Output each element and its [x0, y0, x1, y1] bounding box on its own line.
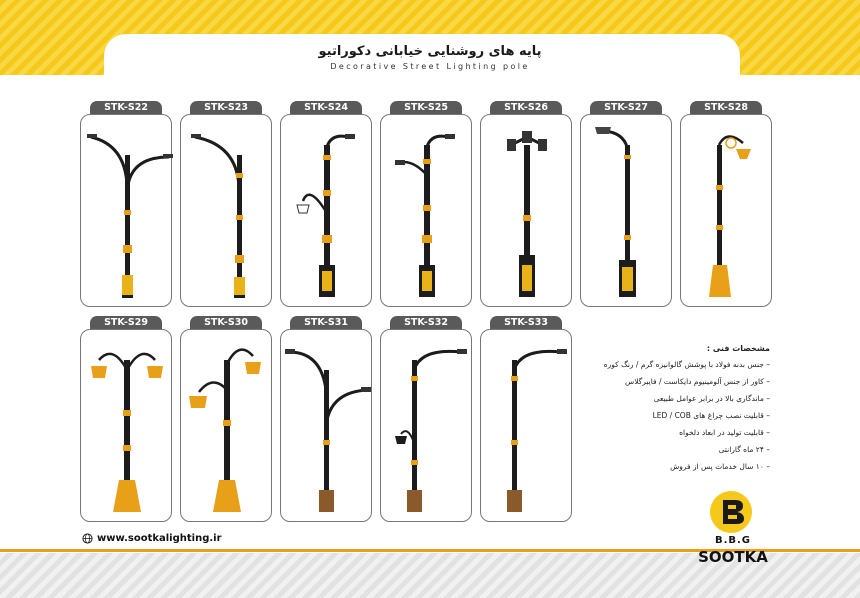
product-card-s28[interactable]	[680, 114, 772, 307]
product-card-s31[interactable]	[280, 329, 372, 522]
globe-icon	[82, 533, 93, 544]
website-text: www.sootkalighting.ir	[97, 533, 222, 544]
spec-item: – جنس بدنه فولاد با پوشش گالوانیزه گرم / رنگ کوره	[603, 360, 770, 369]
pole-illustration-s31	[281, 330, 373, 523]
logo-mark-icon	[709, 490, 753, 534]
pole-illustration-s24	[281, 115, 373, 308]
product-card-s30[interactable]	[180, 329, 272, 522]
product-code-s24: STK-S24	[290, 101, 362, 115]
product-card-s24[interactable]	[280, 114, 372, 307]
website-link[interactable]	[82, 533, 222, 544]
pole-illustration-s33	[481, 330, 573, 523]
spec-item: – کاور از جنس آلومینیوم دایکاست / فایبرگلاس	[625, 377, 770, 386]
pole-illustration-s30	[181, 330, 273, 523]
pole-illustration-s22	[81, 115, 173, 308]
page-title-english: Decorative Street Lighting pole	[330, 62, 530, 71]
spec-item: – ماندگاری بالا در برابر عوامل طبیعی	[653, 394, 770, 403]
brand-logo	[696, 490, 770, 570]
product-code-s23: STK-S23	[190, 101, 262, 115]
product-card-s26[interactable]	[480, 114, 572, 307]
product-code-s32: STK-S32	[390, 316, 462, 330]
product-code-s33: STK-S33	[490, 316, 562, 330]
spec-item: – ۲۴ ماه گارانتی	[718, 445, 770, 454]
specs-title: مشخصات فنی :	[706, 344, 770, 353]
pole-illustration-s25	[381, 115, 473, 308]
product-code-s30: STK-S30	[190, 316, 262, 330]
product-card-s33[interactable]	[480, 329, 572, 522]
pole-illustration-s32	[381, 330, 473, 523]
product-card-s27[interactable]	[580, 114, 672, 307]
product-card-s29[interactable]	[80, 329, 172, 522]
spec-item: – قابلیت تولید در ابعاد دلخواه	[679, 428, 770, 437]
product-code-s29: STK-S29	[90, 316, 162, 330]
product-code-s27: STK-S27	[590, 101, 662, 115]
pole-illustration-s28	[681, 115, 773, 308]
pole-illustration-s23	[181, 115, 273, 308]
spec-item: – قابلیت نصب چراغ های LED / COB	[652, 411, 770, 420]
product-card-s32[interactable]	[380, 329, 472, 522]
technical-specs	[590, 344, 770, 479]
pole-illustration-s26	[481, 115, 573, 308]
spec-item: – ۱۰ سال خدمات پس از فروش	[670, 462, 770, 471]
product-card-s25[interactable]	[380, 114, 472, 307]
product-code-s31: STK-S31	[290, 316, 362, 330]
product-code-s25: STK-S25	[390, 101, 462, 115]
product-card-s22[interactable]	[80, 114, 172, 307]
product-code-s26: STK-S26	[490, 101, 562, 115]
product-code-s28: STK-S28	[690, 101, 762, 115]
pole-illustration-s27	[581, 115, 673, 308]
logo-bbg-text: B.B.G	[714, 535, 752, 546]
product-card-s23[interactable]	[180, 114, 272, 307]
page-title-persian: پایه های روشنایی خیابانی دکوراتیو	[318, 44, 542, 59]
pole-illustration-s29	[81, 330, 173, 523]
logo-brand-text: SOOTKA	[698, 548, 768, 566]
product-code-s22: STK-S22	[90, 101, 162, 115]
